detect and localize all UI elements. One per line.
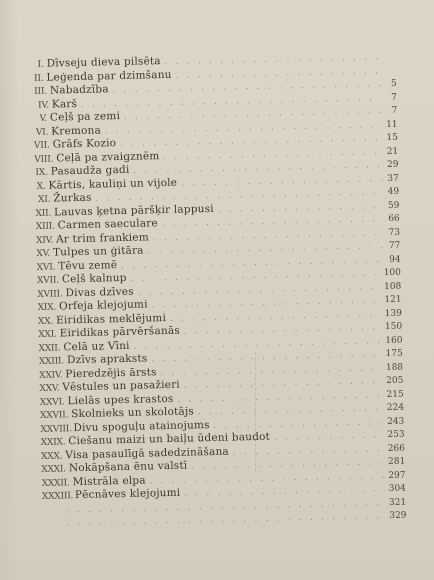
chapter-number: I. bbox=[37, 59, 44, 70]
chapter-number: VI. bbox=[35, 127, 49, 138]
chapter-number: XIV. bbox=[36, 235, 54, 246]
chapter-number: XXVIII. bbox=[40, 423, 72, 435]
page-number: 243 bbox=[387, 416, 405, 427]
chapter-number: XIII. bbox=[35, 221, 55, 232]
chapter-number: XXVI. bbox=[39, 396, 65, 408]
chapter-number: III. bbox=[34, 86, 48, 97]
chapter-number: XII. bbox=[35, 208, 52, 219]
page-number: 253 bbox=[387, 429, 405, 441]
chapter-title: Eiridikas pārvēršanās bbox=[59, 324, 181, 340]
chapter-title: Nabadzība bbox=[49, 83, 109, 97]
page-number: 139 bbox=[384, 308, 402, 319]
chapter-number: II. bbox=[33, 73, 44, 84]
chapter-title: Nokāpšana ēnu valstī bbox=[68, 459, 188, 475]
page-number: 224 bbox=[386, 402, 405, 414]
chapter-title: Ceļš pa zemi bbox=[49, 110, 121, 124]
page-number: 21 bbox=[386, 146, 399, 157]
chapter-title: Kārtis, kauliņi un vijole bbox=[48, 176, 178, 192]
table-of-contents bbox=[32, 50, 407, 531]
page-number: 66 bbox=[388, 213, 400, 224]
chapter-number: XXVII. bbox=[40, 410, 69, 421]
chapter-title: Celā uz Vīni bbox=[63, 339, 130, 353]
chapter-title: Karš bbox=[51, 97, 78, 111]
chapter-title: Grāfs Kozio bbox=[52, 137, 117, 151]
chapter-title: Mistrāla elpa bbox=[72, 474, 146, 488]
chapter-number: V. bbox=[39, 113, 48, 124]
chapter-title: Ciešanu maizi un baiļu ūdeni baudot bbox=[68, 430, 271, 448]
chapter-number: XI. bbox=[38, 194, 51, 205]
page-number: 297 bbox=[388, 470, 406, 481]
chapter-title: Tēvu zemē bbox=[58, 258, 118, 272]
page-number: 15 bbox=[386, 132, 399, 143]
page-number: 205 bbox=[386, 375, 404, 387]
chapter-title: Orfeja klejojumi bbox=[58, 298, 148, 313]
chapter-title: Lauvas ķetna pāršķir lappusi bbox=[53, 202, 214, 219]
chapter-number: XVII. bbox=[36, 275, 60, 286]
chapter-number: XVIII. bbox=[37, 288, 63, 300]
page-number: 175 bbox=[385, 348, 403, 360]
page-gutter-shadow bbox=[0, 0, 18, 580]
page-number: 73 bbox=[388, 227, 401, 238]
chapter-number: XV. bbox=[36, 248, 51, 259]
chapter-number: XXV. bbox=[39, 383, 60, 394]
chapter-number: VIII. bbox=[34, 154, 54, 165]
page-number: 304 bbox=[388, 483, 406, 495]
chapter-title: Ceļā pa zvaigznēm bbox=[56, 149, 160, 164]
chapter-number: XIX. bbox=[37, 302, 57, 313]
chapter-number: IV. bbox=[37, 100, 49, 111]
page-number: 7 bbox=[391, 105, 398, 116]
page-number: 266 bbox=[387, 443, 406, 454]
page-number: 29 bbox=[386, 159, 399, 170]
page-number: 160 bbox=[385, 335, 403, 346]
page-number: 7 bbox=[391, 92, 398, 103]
chapter-title: Pieredzējis ārsts bbox=[65, 365, 157, 380]
chapter-number: XXX. bbox=[40, 450, 63, 462]
page-number: 94 bbox=[389, 254, 401, 265]
chapter-title: Divas dzīves bbox=[65, 285, 134, 299]
chapter-title: Pēcnāves klejojumi bbox=[74, 486, 181, 502]
chapter-title: Visa pasaulīgā sadedzināšana bbox=[65, 445, 230, 461]
chapter-number: VII. bbox=[33, 140, 50, 151]
chapter-number: X. bbox=[36, 181, 46, 192]
page-number: 77 bbox=[388, 240, 401, 251]
chapter-title: Vēstules un pasažieri bbox=[62, 378, 181, 394]
chapter-number: XXII. bbox=[38, 342, 61, 354]
chapter-title: Leģenda par dzimšanu bbox=[46, 68, 172, 84]
chapter-title: Divu spoguļu atainojums bbox=[73, 418, 210, 434]
page-number: 5 bbox=[390, 78, 397, 89]
page-number: 121 bbox=[384, 294, 402, 306]
chapter-number: XVI. bbox=[36, 262, 56, 273]
chapter-title: Dzīvs apraksts bbox=[66, 352, 148, 367]
chapter-number: XX. bbox=[37, 316, 54, 327]
chapter-title: Carmen saeculare bbox=[57, 217, 158, 232]
chapter-number: XXXII. bbox=[41, 477, 70, 489]
page-number: 329 bbox=[389, 510, 407, 522]
chapter-title: Lielās upes krastos bbox=[67, 392, 174, 407]
chapter-number: XXI. bbox=[38, 329, 57, 340]
page-number: 49 bbox=[387, 186, 400, 197]
page-number: 188 bbox=[385, 362, 404, 373]
chapter-title: Dīvseju dieva pilsēta bbox=[46, 55, 161, 70]
page-number: 100 bbox=[383, 267, 402, 279]
chapter-title: Žurkas bbox=[53, 191, 92, 205]
chapter-title: Skolnieks un skolotājs bbox=[71, 405, 195, 421]
page-number: 108 bbox=[383, 281, 402, 292]
page-number: 215 bbox=[386, 389, 404, 400]
chapter-number: XXIII. bbox=[38, 356, 65, 367]
chapter-number: IX. bbox=[35, 167, 48, 178]
chapter-title: Ar trim frankiem bbox=[55, 230, 150, 245]
page-number: 150 bbox=[384, 321, 403, 333]
page-number: 321 bbox=[388, 497, 407, 508]
chapter-title: Ceļš kalnup bbox=[61, 271, 127, 286]
chapter-title: Tulpes un ģitāra bbox=[52, 244, 144, 259]
page-number: 11 bbox=[386, 119, 398, 130]
chapter-title: Eiridikas meklējumi bbox=[55, 311, 167, 327]
chapter-number: XXXIII. bbox=[41, 491, 74, 502]
chapter-title: Kremona bbox=[51, 123, 102, 138]
chapter-title: Pasaudža gadi bbox=[50, 163, 130, 178]
page-number: 37 bbox=[387, 173, 399, 184]
page-number: 281 bbox=[387, 456, 406, 468]
page-number: 59 bbox=[387, 200, 400, 211]
chapter-number: XXIV. bbox=[39, 369, 63, 381]
chapter-number: XXIX. bbox=[40, 437, 66, 448]
chapter-number: XXXI. bbox=[41, 464, 67, 475]
